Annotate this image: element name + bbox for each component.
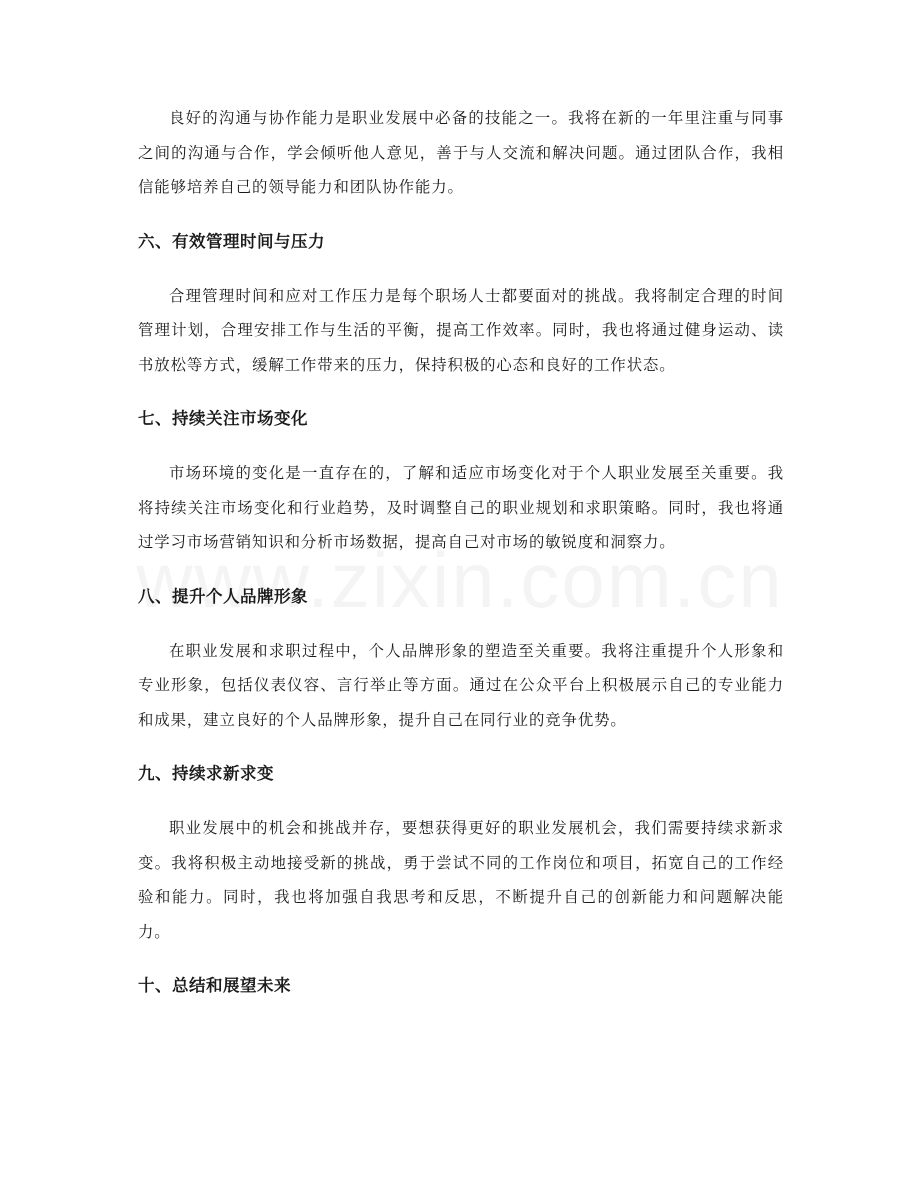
paragraph-time-stress: 合理管理时间和应对工作压力是每个职场人士都要面对的挑战。我将制定合理的时间管理计划，合理安排工作与生活的平衡，提高工作效率。同时，我也将通过健身运动、读书放松等方式，缓解工作带来的压力，保持积极的心态和良好的工作状态。 — [138, 286, 784, 374]
paragraph-innovation: 职业发展中的机会和挑战并存，要想获得更好的职业发展机会，我们需要持续求新求变。我将积极主动地接受新的挑战，勇于尝试不同的工作岗位和项目，拓宽自己的工作经验和能力。同时，我也将加强自我思考和反思，不断提升自己的创新能力和问题解决能力。 — [138, 819, 784, 941]
paragraph-market-change: 市场环境的变化是一直存在的，了解和适应市场变化对于个人职业发展至关重要。我将持续关注市场变化和行业趋势，及时调整自己的职业规划和求职策略。同时，我也将通过学习市场营销知识和分析市场数据，提高自己对市场的敏锐度和洞察力。 — [138, 464, 784, 551]
heading-time-stress: 六、有效管理时间与压力 — [138, 231, 325, 251]
paragraph-personal-brand: 在职业发展和求职过程中，个人品牌形象的塑造至关重要。我将注重提升个人形象和专业形象，包括仪表仪容、言行举止等方面。通过在公众平台上积极展示自己的专业能力和成果，建立良好的个人品牌形象，提升自己在同行业的竞争优势。 — [138, 641, 784, 729]
heading-market-change: 七、持续关注市场变化 — [138, 409, 308, 428]
heading-innovation: 九、持续求新求变 — [138, 764, 274, 783]
document-body — [138, 101, 784, 1001]
paragraph-communication: 良好的沟通与协作能力是职业发展中必备的技能之一。我将在新的一年里注重与同事之间的沟通与合作，学会倾听他人意见，善于与人交流和解决问题。通过团队合作，我相信能够培养自己的领导能力和团队协作能力。 — [138, 109, 784, 196]
heading-summary-future: 十、总结和展望未来 — [138, 976, 291, 995]
heading-personal-brand: 八、提升个人品牌形象 — [138, 586, 308, 606]
